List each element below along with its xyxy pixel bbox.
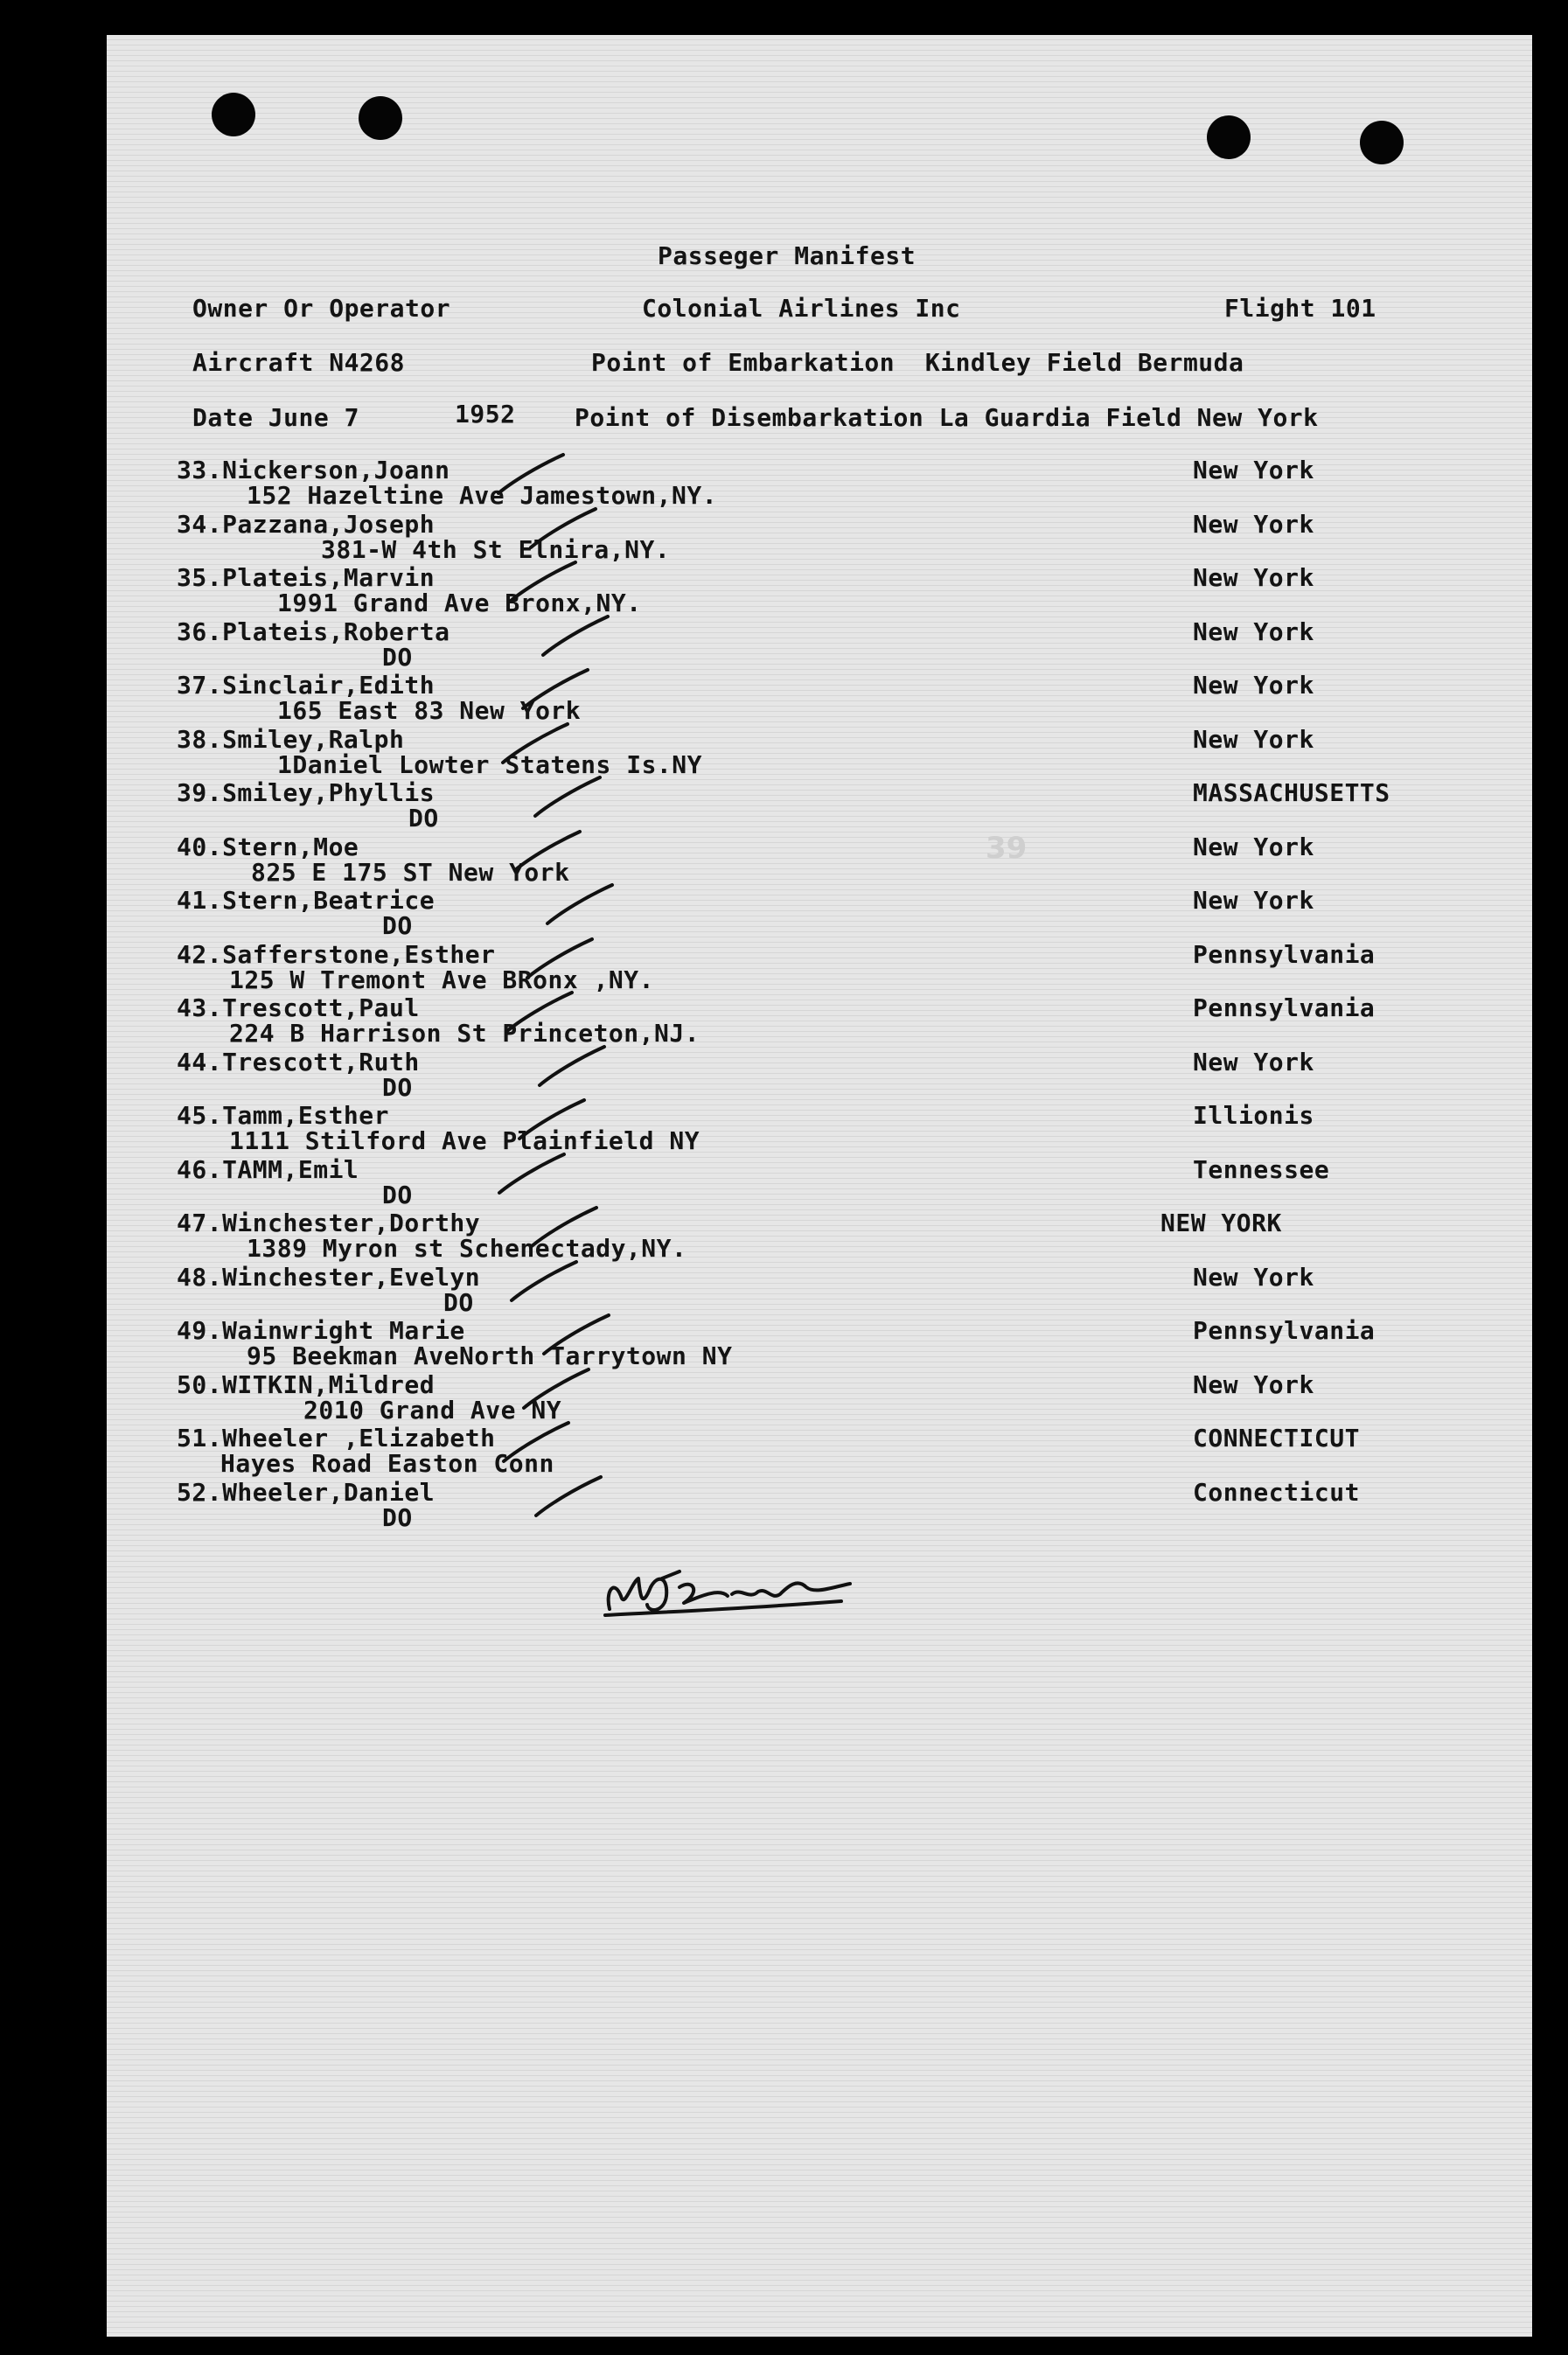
passenger-address: 224 B Harrison St Princeton,NJ. [229, 1019, 700, 1048]
passenger-destination: New York [1193, 1048, 1314, 1076]
passenger-name: 52.Wheeler,Daniel [177, 1478, 436, 1507]
flight-year: 1952 [455, 400, 516, 428]
passenger-destination: New York [1193, 510, 1314, 539]
passenger-name: 37.Sinclair,Edith [177, 671, 436, 700]
passenger-destination: New York [1193, 563, 1314, 592]
passenger-address: 1991 Grand Ave Bronx,NY. [277, 589, 642, 617]
passenger-name: 33.Nickerson,Joann [177, 456, 450, 484]
passenger-address: 2010 Grand Ave NY [303, 1396, 562, 1425]
check-mark-icon [524, 504, 603, 556]
passenger-destination: Tennessee [1193, 1155, 1330, 1184]
passenger-address: 95 Beekman AveNorth Tarrytown NY [247, 1341, 733, 1370]
check-mark-icon [516, 665, 595, 717]
passenger-name: 36.Plateis,Roberta [177, 617, 450, 646]
aircraft-number: Aircraft N4268 [192, 348, 406, 377]
passenger-destination: New York [1193, 725, 1314, 754]
check-mark-icon [504, 557, 582, 610]
page-number-stamp: 39 [986, 831, 1028, 866]
passenger-address: DO [443, 1288, 474, 1317]
passenger-address: 165 East 83 New York [277, 696, 582, 725]
passenger-address: 1Daniel Lowter Statens Is.NY [277, 750, 703, 779]
check-mark-icon [500, 987, 579, 1040]
passenger-name: 44.Trescott,Ruth [177, 1048, 420, 1076]
passenger-name: 41.Stern,Beatrice [177, 886, 436, 915]
passenger-destination: Illionis [1193, 1101, 1314, 1130]
punch-hole-left-1 [212, 93, 255, 136]
passenger-address: DO [382, 1181, 413, 1209]
check-mark-icon [533, 1042, 611, 1094]
passenger-name: 35.Plateis,Marvin [177, 563, 436, 592]
check-mark-icon [529, 1472, 608, 1524]
passenger-address: DO [382, 911, 413, 940]
passenger-name: 48.Winchester,Evelyn [177, 1263, 481, 1292]
passenger-name: 43.Trescott,Paul [177, 993, 420, 1022]
check-mark-icon [497, 1418, 575, 1470]
passenger-name: 51.Wheeler ,Elizabeth [177, 1424, 496, 1453]
punch-hole-left-2 [359, 96, 402, 140]
passenger-address: DO [382, 1073, 413, 1102]
passenger-destination: Pennsylvania [1193, 1316, 1376, 1345]
passenger-destination: Connecticut [1193, 1478, 1360, 1507]
passenger-destination: New York [1193, 886, 1314, 915]
passenger-address: 381-W 4th St Elnira,NY. [321, 535, 671, 564]
punch-hole-right-1 [1207, 115, 1251, 159]
passenger-name: 34.Pazzana,Joseph [177, 510, 436, 539]
passenger-address: DO [382, 643, 413, 672]
passenger-address: 1389 Myron st Schenectady,NY. [247, 1234, 687, 1263]
passenger-address: DO [382, 1503, 413, 1532]
check-mark-icon [520, 934, 599, 986]
passenger-address: 125 W Tremont Ave BRonx ,NY. [229, 965, 655, 994]
passenger-destination: CONNECTICUT [1193, 1424, 1360, 1453]
passenger-name: 46.TAMM,Emil [177, 1155, 359, 1184]
check-mark-icon [525, 1202, 603, 1255]
punch-hole-right-2 [1360, 121, 1404, 164]
check-mark-icon [505, 1257, 583, 1309]
passenger-address: 1111 Stilford Ave Plainfield NY [229, 1126, 700, 1155]
check-mark-icon [492, 1149, 571, 1202]
check-mark-icon [517, 1364, 596, 1417]
passenger-destination: New York [1193, 456, 1314, 484]
operator-name: Colonial Airlines Inc [642, 294, 961, 323]
passenger-destination: Pennsylvania [1193, 993, 1376, 1022]
passenger-destination: New York [1193, 833, 1314, 861]
point-of-embarkation: Point of Embarkation Kindley Field Bermuda [591, 348, 1244, 377]
passenger-name: 39.Smiley,Phyllis [177, 778, 436, 807]
check-mark-icon [508, 826, 587, 879]
passenger-destination: NEW YORK [1160, 1209, 1282, 1237]
passenger-destination: Pennsylvania [1193, 940, 1376, 969]
passenger-address: Hayes Road Easton Conn [220, 1449, 554, 1478]
check-mark-icon [536, 611, 615, 664]
check-mark-icon [537, 1310, 616, 1362]
passenger-destination: MASSACHUSETTS [1193, 778, 1390, 807]
check-mark-icon [496, 719, 575, 771]
passenger-address: 152 Hazeltine Ave Jamestown,NY. [247, 481, 718, 510]
passenger-name: 50.WITKIN,Mildred [177, 1370, 436, 1399]
passenger-destination: New York [1193, 617, 1314, 646]
manifest-page [107, 35, 1532, 2337]
check-mark-icon [512, 1095, 591, 1147]
flight-number: Flight 101 [1224, 294, 1376, 323]
check-mark-icon [491, 449, 570, 502]
passenger-name: 45.Tamm,Esther [177, 1101, 390, 1130]
owner-operator-label: Owner Or Operator [192, 294, 451, 323]
manifest-title: Passeger Manifest [658, 241, 916, 270]
passenger-address: DO [408, 804, 439, 833]
passenger-name: 40.Stern,Moe [177, 833, 359, 861]
flight-date: Date June 7 [192, 403, 359, 432]
point-of-disembarkation: Point of Disembarkation La Guardia Field New York [575, 403, 1319, 432]
passenger-name: 47.Winchester,Dorthy [177, 1209, 481, 1237]
check-mark-icon [528, 772, 607, 825]
signature [596, 1561, 859, 1631]
passenger-destination: New York [1193, 1263, 1314, 1292]
passenger-address: 825 E 175 ST New York [251, 858, 570, 887]
passenger-name: 42.Safferstone,Esther [177, 940, 496, 969]
check-mark-icon [540, 880, 619, 932]
passenger-destination: New York [1193, 1370, 1314, 1399]
passenger-destination: New York [1193, 671, 1314, 700]
passenger-name: 49.Wainwright Marie [177, 1316, 465, 1345]
passenger-name: 38.Smiley,Ralph [177, 725, 405, 754]
